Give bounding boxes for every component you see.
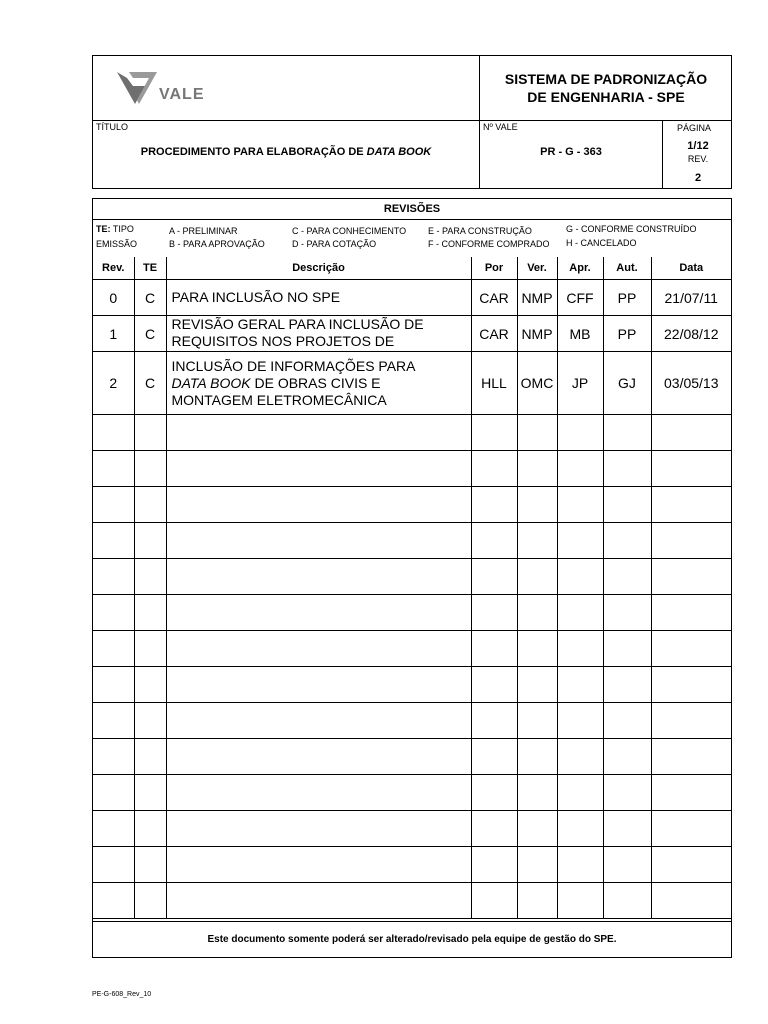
empty-cell [134, 631, 166, 667]
empty-cell [166, 451, 471, 487]
empty-cell [166, 847, 471, 883]
empty-cell [166, 523, 471, 559]
empty-cell [651, 415, 731, 451]
empty-cell [651, 811, 731, 847]
cell-ver: OMC [517, 352, 557, 415]
document-title-italic: DATA BOOK [366, 146, 432, 158]
empty-cell [517, 451, 557, 487]
empty-table-row [93, 451, 731, 487]
system-title-line1: SISTEMA DE PADRONIZAÇÃO [504, 71, 708, 87]
cell-aut: GJ [603, 352, 651, 415]
system-title [480, 70, 732, 106]
table-row [93, 352, 731, 415]
cell-por: HLL [471, 352, 517, 415]
cell-descricao: INCLUSÃO DE INFORMAÇÕES PARA DATA BOOK DE OBRAS CIVIS E MONTAGEM ELETROMECÂNICA [166, 352, 471, 415]
empty-cell [603, 775, 651, 811]
empty-cell [603, 559, 651, 595]
empty-cell [93, 523, 134, 559]
cell-data: 21/07/11 [651, 280, 731, 316]
empty-cell [557, 523, 603, 559]
empty-cell [166, 631, 471, 667]
empty-cell [603, 451, 651, 487]
empty-cell [134, 703, 166, 739]
cell-aut: PP [603, 280, 651, 316]
cell-ver: NMP [517, 316, 557, 352]
pagina-label: PÁGINA [677, 123, 712, 133]
empty-cell [134, 775, 166, 811]
page-number: 1/12 [687, 140, 709, 152]
titulo-label: TÍTULO [96, 122, 129, 132]
te-tipo-label: TE: TIPO [96, 224, 134, 234]
legend-f: F - CONFORME COMPRADO [428, 239, 550, 249]
cell-ver: NMP [517, 280, 557, 316]
empty-cell [166, 739, 471, 775]
table-row [93, 280, 731, 316]
system-title-line2: DE ENGENHARIA - SPE [527, 89, 685, 105]
col-por: Por [471, 257, 517, 280]
empty-cell [651, 847, 731, 883]
empty-cell [557, 631, 603, 667]
empty-cell [517, 667, 557, 703]
empty-cell [166, 559, 471, 595]
revisions-table [93, 257, 731, 919]
empty-cell [471, 883, 517, 919]
legend-g: G - CONFORME CONSTRUÍDO [566, 224, 697, 234]
empty-cell [517, 559, 557, 595]
logo-text: VALE [159, 86, 205, 103]
empty-table-row [93, 667, 731, 703]
empty-cell [93, 739, 134, 775]
empty-cell [471, 451, 517, 487]
document-title-prefix: PROCEDIMENTO PARA ELABORAÇÃO DE [140, 146, 367, 158]
cell-apr: CFF [557, 280, 603, 316]
cell-descricao: REVISÃO GERAL PARA INCLUSÃO DE REQUISITOS NOS PROJETOS DE [166, 316, 471, 352]
empty-cell [517, 523, 557, 559]
empty-table-row [93, 847, 731, 883]
empty-cell [93, 775, 134, 811]
empty-cell [166, 883, 471, 919]
empty-rows [93, 415, 731, 919]
empty-cell [93, 811, 134, 847]
empty-cell [603, 847, 651, 883]
legend-a: A - PRELIMINAR [169, 226, 238, 236]
empty-table-row [93, 775, 731, 811]
empty-cell [471, 811, 517, 847]
empty-cell [166, 595, 471, 631]
legend-h: H - CANCELADO [566, 238, 637, 248]
empty-cell [603, 487, 651, 523]
empty-cell [93, 631, 134, 667]
empty-cell [603, 739, 651, 775]
legend-c: C - PARA CONHECIMENTO [292, 226, 407, 236]
empty-cell [651, 703, 731, 739]
empty-cell [93, 595, 134, 631]
col-rev: Rev. [93, 257, 134, 280]
cell-por: CAR [471, 280, 517, 316]
empty-cell [471, 703, 517, 739]
col-te: TE [134, 257, 166, 280]
empty-cell [471, 667, 517, 703]
rev-label: REV. [687, 154, 709, 164]
empty-cell [471, 595, 517, 631]
empty-cell [557, 595, 603, 631]
empty-cell [134, 451, 166, 487]
empty-table-row [93, 739, 731, 775]
empty-cell [603, 415, 651, 451]
empty-cell [166, 415, 471, 451]
col-data: Data [651, 257, 731, 280]
empty-cell [603, 523, 651, 559]
empty-cell [603, 703, 651, 739]
empty-cell [557, 703, 603, 739]
empty-cell [134, 523, 166, 559]
empty-cell [517, 847, 557, 883]
empty-cell [651, 667, 731, 703]
empty-cell [557, 559, 603, 595]
cell-por: CAR [471, 316, 517, 352]
empty-cell [651, 739, 731, 775]
empty-cell [603, 631, 651, 667]
empty-cell [134, 487, 166, 523]
empty-cell [603, 595, 651, 631]
empty-cell [557, 487, 603, 523]
empty-cell [517, 631, 557, 667]
empty-cell [603, 667, 651, 703]
empty-cell [166, 775, 471, 811]
cell-aut: PP [603, 316, 651, 352]
empty-table-row [93, 595, 731, 631]
empty-cell [517, 811, 557, 847]
empty-table-row [93, 415, 731, 451]
form-code: PE-G-608_Rev_10 [92, 991, 152, 998]
empty-cell [651, 775, 731, 811]
table-header-row [93, 257, 731, 280]
empty-cell [93, 847, 134, 883]
legend-d: D - PARA COTAÇÃO [292, 239, 377, 249]
empty-cell [557, 451, 603, 487]
rev-number: 2 [694, 172, 702, 184]
empty-cell [471, 847, 517, 883]
empty-cell [93, 559, 134, 595]
empty-cell [557, 739, 603, 775]
empty-cell [557, 847, 603, 883]
empty-cell [471, 415, 517, 451]
cell-rev: 1 [93, 316, 134, 352]
empty-cell [651, 559, 731, 595]
cell-te: C [134, 280, 166, 316]
emissao-label: EMISSÃO [96, 239, 138, 249]
cell-data: 03/05/13 [651, 352, 731, 415]
cell-te: C [134, 352, 166, 415]
empty-cell [471, 775, 517, 811]
legend-b: B - PARA APROVAÇÃO [169, 239, 265, 249]
empty-cell [557, 811, 603, 847]
empty-cell [517, 739, 557, 775]
empty-cell [517, 487, 557, 523]
document-number: PR - G - 363 [540, 146, 602, 158]
empty-cell [134, 667, 166, 703]
empty-cell [134, 415, 166, 451]
empty-table-row [93, 559, 731, 595]
empty-table-row [93, 631, 731, 667]
empty-cell [471, 559, 517, 595]
empty-table-row [93, 703, 731, 739]
revisions-box [92, 198, 732, 958]
empty-cell [651, 523, 731, 559]
footer-note: Este documento somente poderá ser alterado/revisado pela equipe de gestão do SPE. [207, 934, 617, 945]
revisions-title: REVISÕES [383, 203, 441, 215]
empty-cell [166, 703, 471, 739]
empty-table-row [93, 523, 731, 559]
empty-cell [651, 631, 731, 667]
empty-table-row [93, 811, 731, 847]
empty-cell [471, 739, 517, 775]
table-row [93, 316, 731, 352]
empty-cell [93, 415, 134, 451]
empty-cell [651, 883, 731, 919]
empty-cell [603, 883, 651, 919]
empty-cell [134, 739, 166, 775]
empty-cell [134, 595, 166, 631]
cell-data: 22/08/12 [651, 316, 731, 352]
cell-apr: MB [557, 316, 603, 352]
empty-cell [93, 487, 134, 523]
vale-logo-icon [115, 70, 159, 106]
empty-cell [651, 595, 731, 631]
empty-cell [517, 775, 557, 811]
empty-cell [93, 883, 134, 919]
empty-cell [557, 775, 603, 811]
empty-cell [93, 667, 134, 703]
empty-cell [134, 883, 166, 919]
empty-cell [471, 523, 517, 559]
empty-cell [93, 451, 134, 487]
empty-cell [134, 811, 166, 847]
empty-cell [517, 883, 557, 919]
col-apr: Apr. [557, 257, 603, 280]
cell-rev: 2 [93, 352, 134, 415]
empty-cell [93, 703, 134, 739]
cell-rev: 0 [93, 280, 134, 316]
empty-cell [517, 595, 557, 631]
col-aut: Aut. [603, 257, 651, 280]
numero-label: Nº VALE [483, 122, 518, 132]
empty-cell [166, 487, 471, 523]
empty-cell [603, 811, 651, 847]
empty-cell [557, 415, 603, 451]
empty-cell [166, 667, 471, 703]
empty-table-row [93, 883, 731, 919]
empty-table-row [93, 487, 731, 523]
cell-te: C [134, 316, 166, 352]
empty-cell [517, 415, 557, 451]
empty-cell [134, 847, 166, 883]
document-header [92, 55, 732, 189]
empty-cell [557, 883, 603, 919]
vale-logo [115, 70, 215, 110]
cell-descricao: PARA INCLUSÃO NO SPE [166, 280, 471, 316]
empty-cell [166, 811, 471, 847]
empty-cell [471, 631, 517, 667]
col-ver: Ver. [517, 257, 557, 280]
empty-cell [517, 703, 557, 739]
document-title [93, 146, 479, 158]
empty-cell [651, 451, 731, 487]
empty-cell [134, 559, 166, 595]
cell-apr: JP [557, 352, 603, 415]
empty-cell [471, 487, 517, 523]
col-descricao: Descrição [166, 257, 471, 280]
empty-cell [557, 667, 603, 703]
legend-e: E - PARA CONSTRUÇÃO [428, 226, 532, 236]
empty-cell [651, 487, 731, 523]
